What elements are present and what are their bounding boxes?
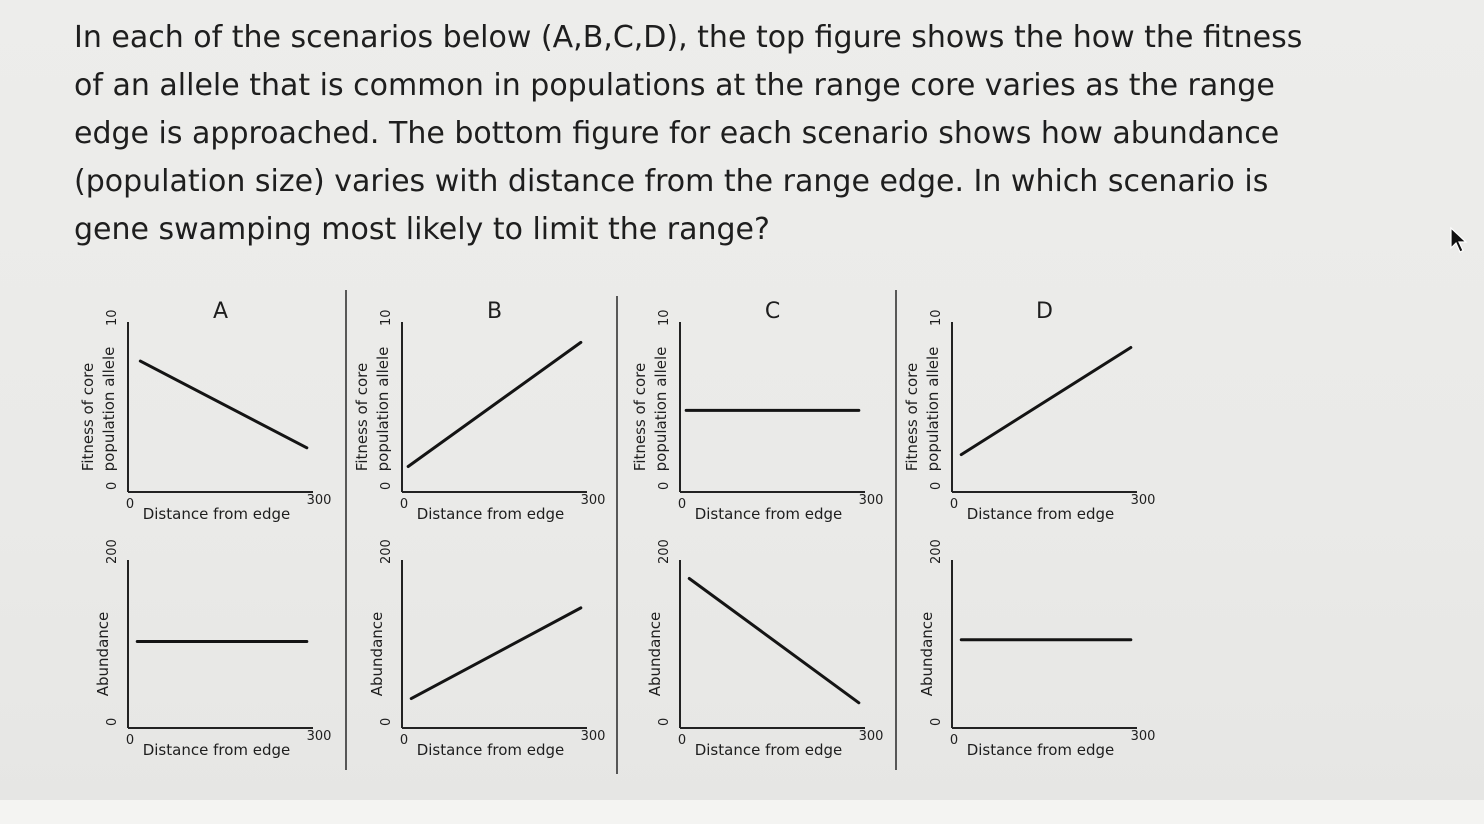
- y-tick-label: 10: [929, 309, 944, 326]
- series-line-fitness: [140, 361, 307, 448]
- x-axis-label: Distance from edge: [694, 741, 843, 759]
- chart-b-bottom: [368, 539, 605, 759]
- chart-a-bottom: [94, 539, 331, 759]
- y-tick-label: 200: [105, 539, 120, 564]
- chart-d-bottom: [918, 539, 1155, 759]
- y-axis-label: population allele: [374, 346, 392, 472]
- x-tick-label: 0: [677, 733, 687, 748]
- chart-a-top: [79, 299, 331, 523]
- x-axis-label: Distance from edge: [142, 505, 291, 523]
- y-axis-label: Fitness of core: [903, 362, 921, 472]
- series-line-fitness: [408, 342, 581, 466]
- y-tick-label: 0: [379, 481, 394, 490]
- scenario-separators: [346, 290, 896, 774]
- scenario-figure: [0, 270, 1484, 800]
- x-axis-label: Distance from edge: [966, 505, 1115, 523]
- y-axis-label: Abundance: [94, 611, 112, 697]
- scenario-title: D: [1036, 299, 1053, 324]
- x-tick-label: 0: [125, 497, 135, 512]
- y-axis-label: Fitness of core: [631, 362, 649, 472]
- x-tick-label: 300: [306, 729, 332, 744]
- y-axis-label: Abundance: [368, 611, 386, 697]
- y-tick-label: 10: [105, 309, 120, 326]
- x-tick-label: 0: [399, 733, 409, 748]
- y-tick-label: 0: [105, 481, 120, 490]
- y-axis-label: Fitness of core: [353, 362, 371, 472]
- series-line-fitness: [961, 348, 1131, 455]
- y-tick-label: 200: [929, 539, 944, 564]
- y-axis-label: Abundance: [646, 611, 664, 697]
- y-tick-label: 0: [929, 717, 944, 726]
- x-tick-label: 300: [580, 729, 606, 744]
- chart-c-bottom: [646, 539, 883, 759]
- y-tick-label: 10: [379, 309, 394, 326]
- y-tick-label: 200: [379, 539, 394, 564]
- scenario-title: A: [212, 299, 229, 324]
- y-axis-label: population allele: [652, 346, 670, 472]
- x-axis-label: Distance from edge: [966, 741, 1115, 759]
- scenario-title: B: [486, 299, 503, 324]
- series-line-abundance: [689, 578, 859, 702]
- y-tick-label: 0: [929, 481, 944, 490]
- chart-d-top: [903, 299, 1155, 523]
- y-tick-label: 10: [657, 309, 672, 326]
- series-line-abundance: [411, 608, 581, 699]
- x-tick-label: 0: [949, 733, 959, 748]
- x-axis-label: Distance from edge: [416, 741, 565, 759]
- x-axis-label: Distance from edge: [142, 741, 291, 759]
- x-axis-label: Distance from edge: [694, 505, 843, 523]
- chart-b-top: [353, 299, 605, 523]
- mouse-pointer-icon: [1448, 226, 1470, 256]
- y-axis-label: Abundance: [918, 611, 936, 697]
- y-tick-label: 200: [657, 539, 672, 564]
- x-tick-label: 0: [677, 497, 687, 512]
- x-tick-label: 0: [949, 497, 959, 512]
- x-tick-label: 300: [858, 493, 884, 508]
- y-axis-label: Fitness of core: [79, 362, 97, 472]
- y-tick-label: 0: [657, 481, 672, 490]
- bottom-strip: [0, 800, 1484, 824]
- scenario-title: C: [764, 299, 781, 324]
- y-axis-label: population allele: [924, 346, 942, 472]
- y-tick-label: 0: [379, 717, 394, 726]
- x-tick-label: 300: [1130, 729, 1156, 744]
- x-tick-label: 300: [306, 493, 332, 508]
- x-tick-label: 300: [1130, 493, 1156, 508]
- y-axis-label: population allele: [100, 346, 118, 472]
- x-tick-label: 300: [858, 729, 884, 744]
- x-tick-label: 0: [399, 497, 409, 512]
- x-tick-label: 0: [125, 733, 135, 748]
- chart-c-top: [631, 299, 883, 523]
- y-tick-label: 0: [105, 717, 120, 726]
- question-text: In each of the scenarios below (A,B,C,D), the top figure shows the how the fitness of an allele that is common in populations at the range core varies as the range edge is approached. The bottom figure for each scenario shows how abundance (population size) varies with distance from the range edge. In which scenario is gene swamping most likely to limit the range?: [74, 20, 1303, 247]
- x-tick-label: 300: [580, 493, 606, 508]
- x-axis-label: Distance from edge: [416, 505, 565, 523]
- y-tick-label: 0: [657, 717, 672, 726]
